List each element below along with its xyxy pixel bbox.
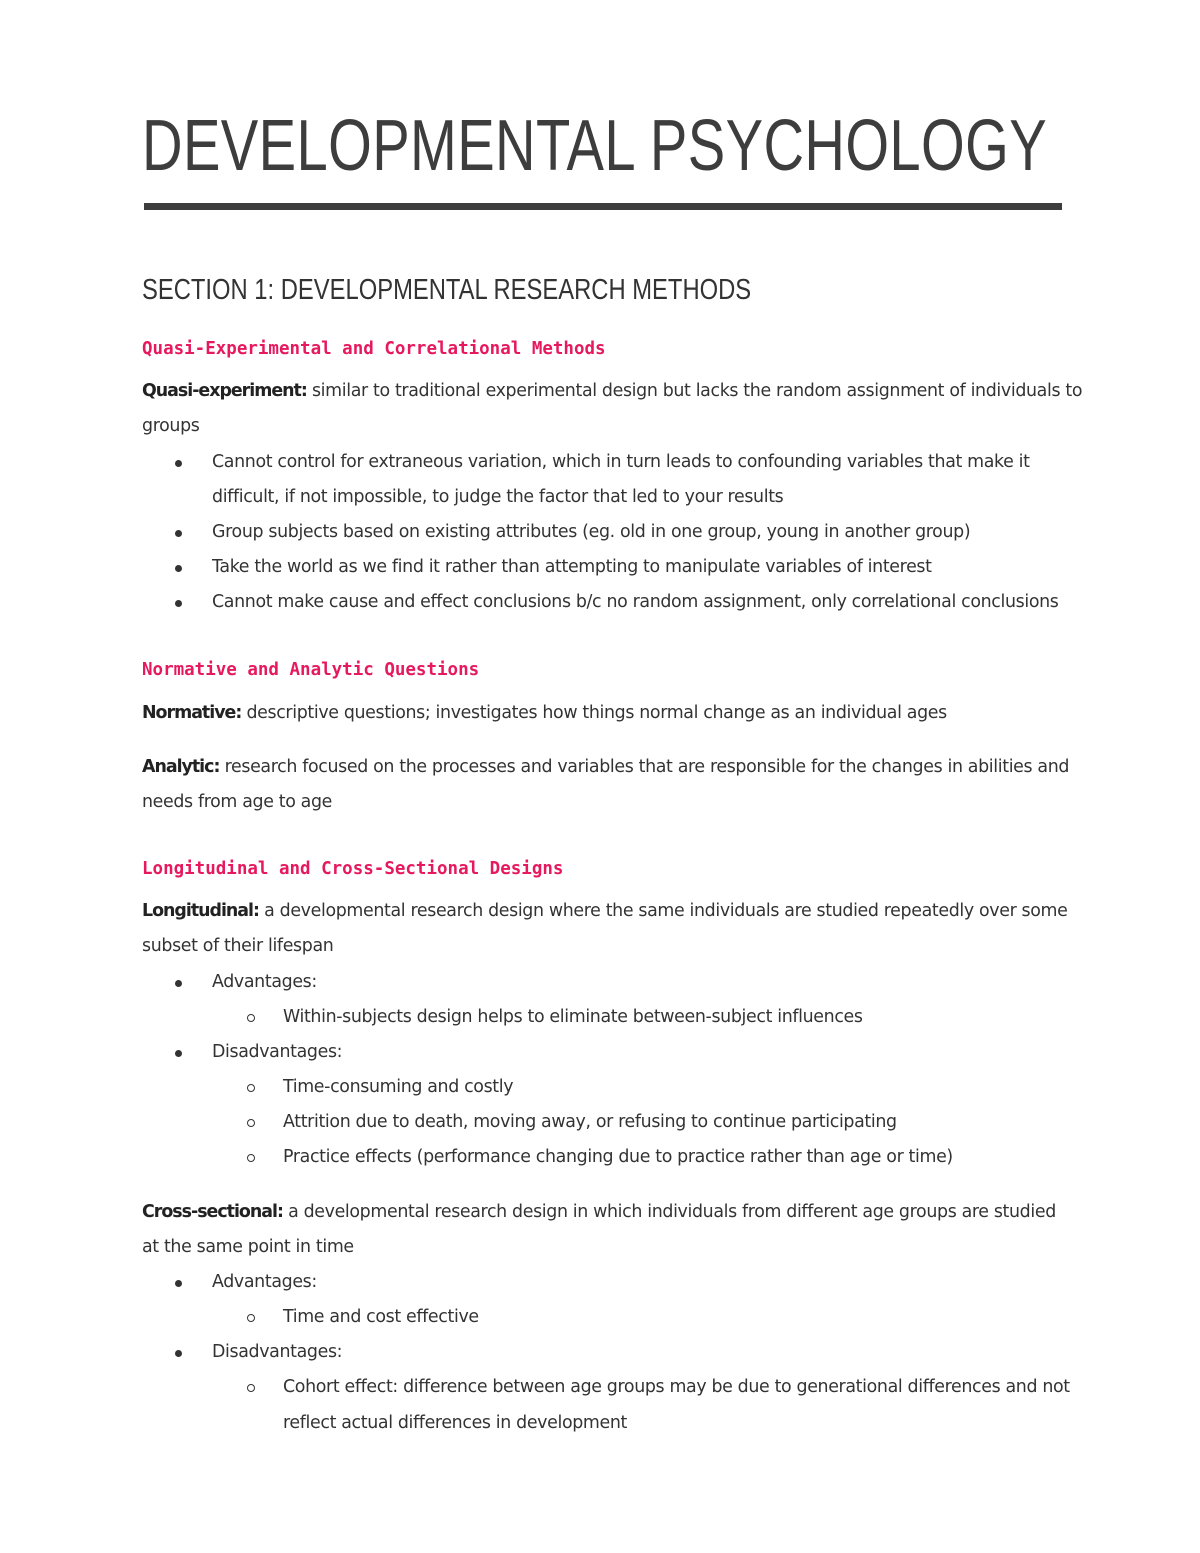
list-item: Advantages: bbox=[212, 972, 317, 992]
subheading-normative-analytic: Normative and Analytic Questions bbox=[142, 660, 480, 680]
sub-bullet-circle bbox=[247, 1314, 255, 1322]
analytic-definition bbox=[142, 755, 1069, 779]
definition-text: similar to traditional experimental design but lacks the random assignment of individuals to bbox=[306, 381, 1083, 401]
bullet-dot bbox=[175, 460, 182, 467]
analytic-definition-cont: needs from age to age bbox=[142, 792, 333, 812]
sub-list-item: Cohort effect: difference between age groups may be due to generational differences and not bbox=[283, 1377, 1070, 1397]
quasi-experiment-definition-cont: groups bbox=[142, 416, 200, 436]
title-divider bbox=[144, 203, 1062, 210]
cross-sectional-definition bbox=[142, 1200, 1056, 1224]
list-item: Disadvantages: bbox=[212, 1342, 343, 1362]
list-item: Take the world as we find it rather than attempting to manipulate variables of interest bbox=[212, 557, 932, 577]
list-item: Cannot make cause and effect conclusions b/c no random assignment, only correlational conclusions bbox=[212, 592, 1059, 612]
bullet-dot bbox=[175, 980, 182, 987]
sub-bullet-circle bbox=[247, 1119, 255, 1127]
subheading-quasi-experimental: Quasi-Experimental and Correlational Methods bbox=[142, 339, 606, 359]
bullet-dot bbox=[175, 565, 182, 572]
term-cross-sectional: Cross-sectional: bbox=[142, 1202, 283, 1222]
sub-bullet-circle bbox=[247, 1084, 255, 1092]
term-analytic: Analytic: bbox=[142, 757, 220, 777]
document-title: DEVELOPMENTAL PSYCHOLOGY bbox=[142, 106, 1048, 186]
normative-definition bbox=[142, 701, 947, 725]
subheading-designs: Longitudinal and Cross-Sectional Designs bbox=[142, 859, 564, 879]
list-item: Disadvantages: bbox=[212, 1042, 343, 1062]
bullet-dot bbox=[175, 1350, 182, 1357]
sub-list-item: Time and cost effective bbox=[283, 1307, 479, 1327]
section-heading: SECTION 1: DEVELOPMENTAL RESEARCH METHODS bbox=[142, 274, 752, 306]
bullet-dot bbox=[175, 600, 182, 607]
longitudinal-definition-cont: subset of their lifespan bbox=[142, 936, 334, 956]
list-item: Advantages: bbox=[212, 1272, 317, 1292]
sub-list-item: Within-subjects design helps to eliminate between-subject influences bbox=[283, 1007, 863, 1027]
sub-list-item: Attrition due to death, moving away, or refusing to continue participating bbox=[283, 1112, 897, 1132]
bullet-dot bbox=[175, 1050, 182, 1057]
term-quasi-experiment: Quasi-experiment: bbox=[142, 381, 307, 401]
cross-sectional-definition-cont: at the same point in time bbox=[142, 1237, 354, 1257]
sub-list-item: Practice effects (performance changing due to practice rather than age or time) bbox=[283, 1147, 953, 1167]
list-item: Cannot control for extraneous variation, which in turn leads to confounding variables that make it bbox=[212, 452, 1030, 472]
sub-list-item: Time-consuming and costly bbox=[283, 1077, 514, 1097]
sub-bullet-circle bbox=[247, 1014, 255, 1022]
term-longitudinal: Longitudinal: bbox=[142, 901, 259, 921]
term-normative: Normative: bbox=[142, 703, 242, 723]
sub-list-item-cont: reflect actual differences in development bbox=[283, 1413, 628, 1433]
definition-text: descriptive questions; investigates how things normal change as an individual ages bbox=[241, 703, 947, 723]
bullet-dot bbox=[175, 530, 182, 537]
list-item-cont: difficult, if not impossible, to judge the factor that led to your results bbox=[212, 487, 784, 507]
list-item: Group subjects based on existing attributes (eg. old in one group, young in another group) bbox=[212, 522, 971, 542]
quasi-experiment-definition bbox=[142, 379, 1082, 403]
sub-bullet-circle bbox=[247, 1384, 255, 1392]
longitudinal-definition bbox=[142, 899, 1068, 923]
definition-text: a developmental research design where the same individuals are studied repeatedly over some bbox=[258, 901, 1068, 921]
definition-text: research focused on the processes and variables that are responsible for the changes in abilities and bbox=[219, 757, 1070, 777]
sub-bullet-circle bbox=[247, 1154, 255, 1162]
bullet-dot bbox=[175, 1280, 182, 1287]
definition-text: a developmental research design in which individuals from different age groups are studied bbox=[282, 1202, 1056, 1222]
